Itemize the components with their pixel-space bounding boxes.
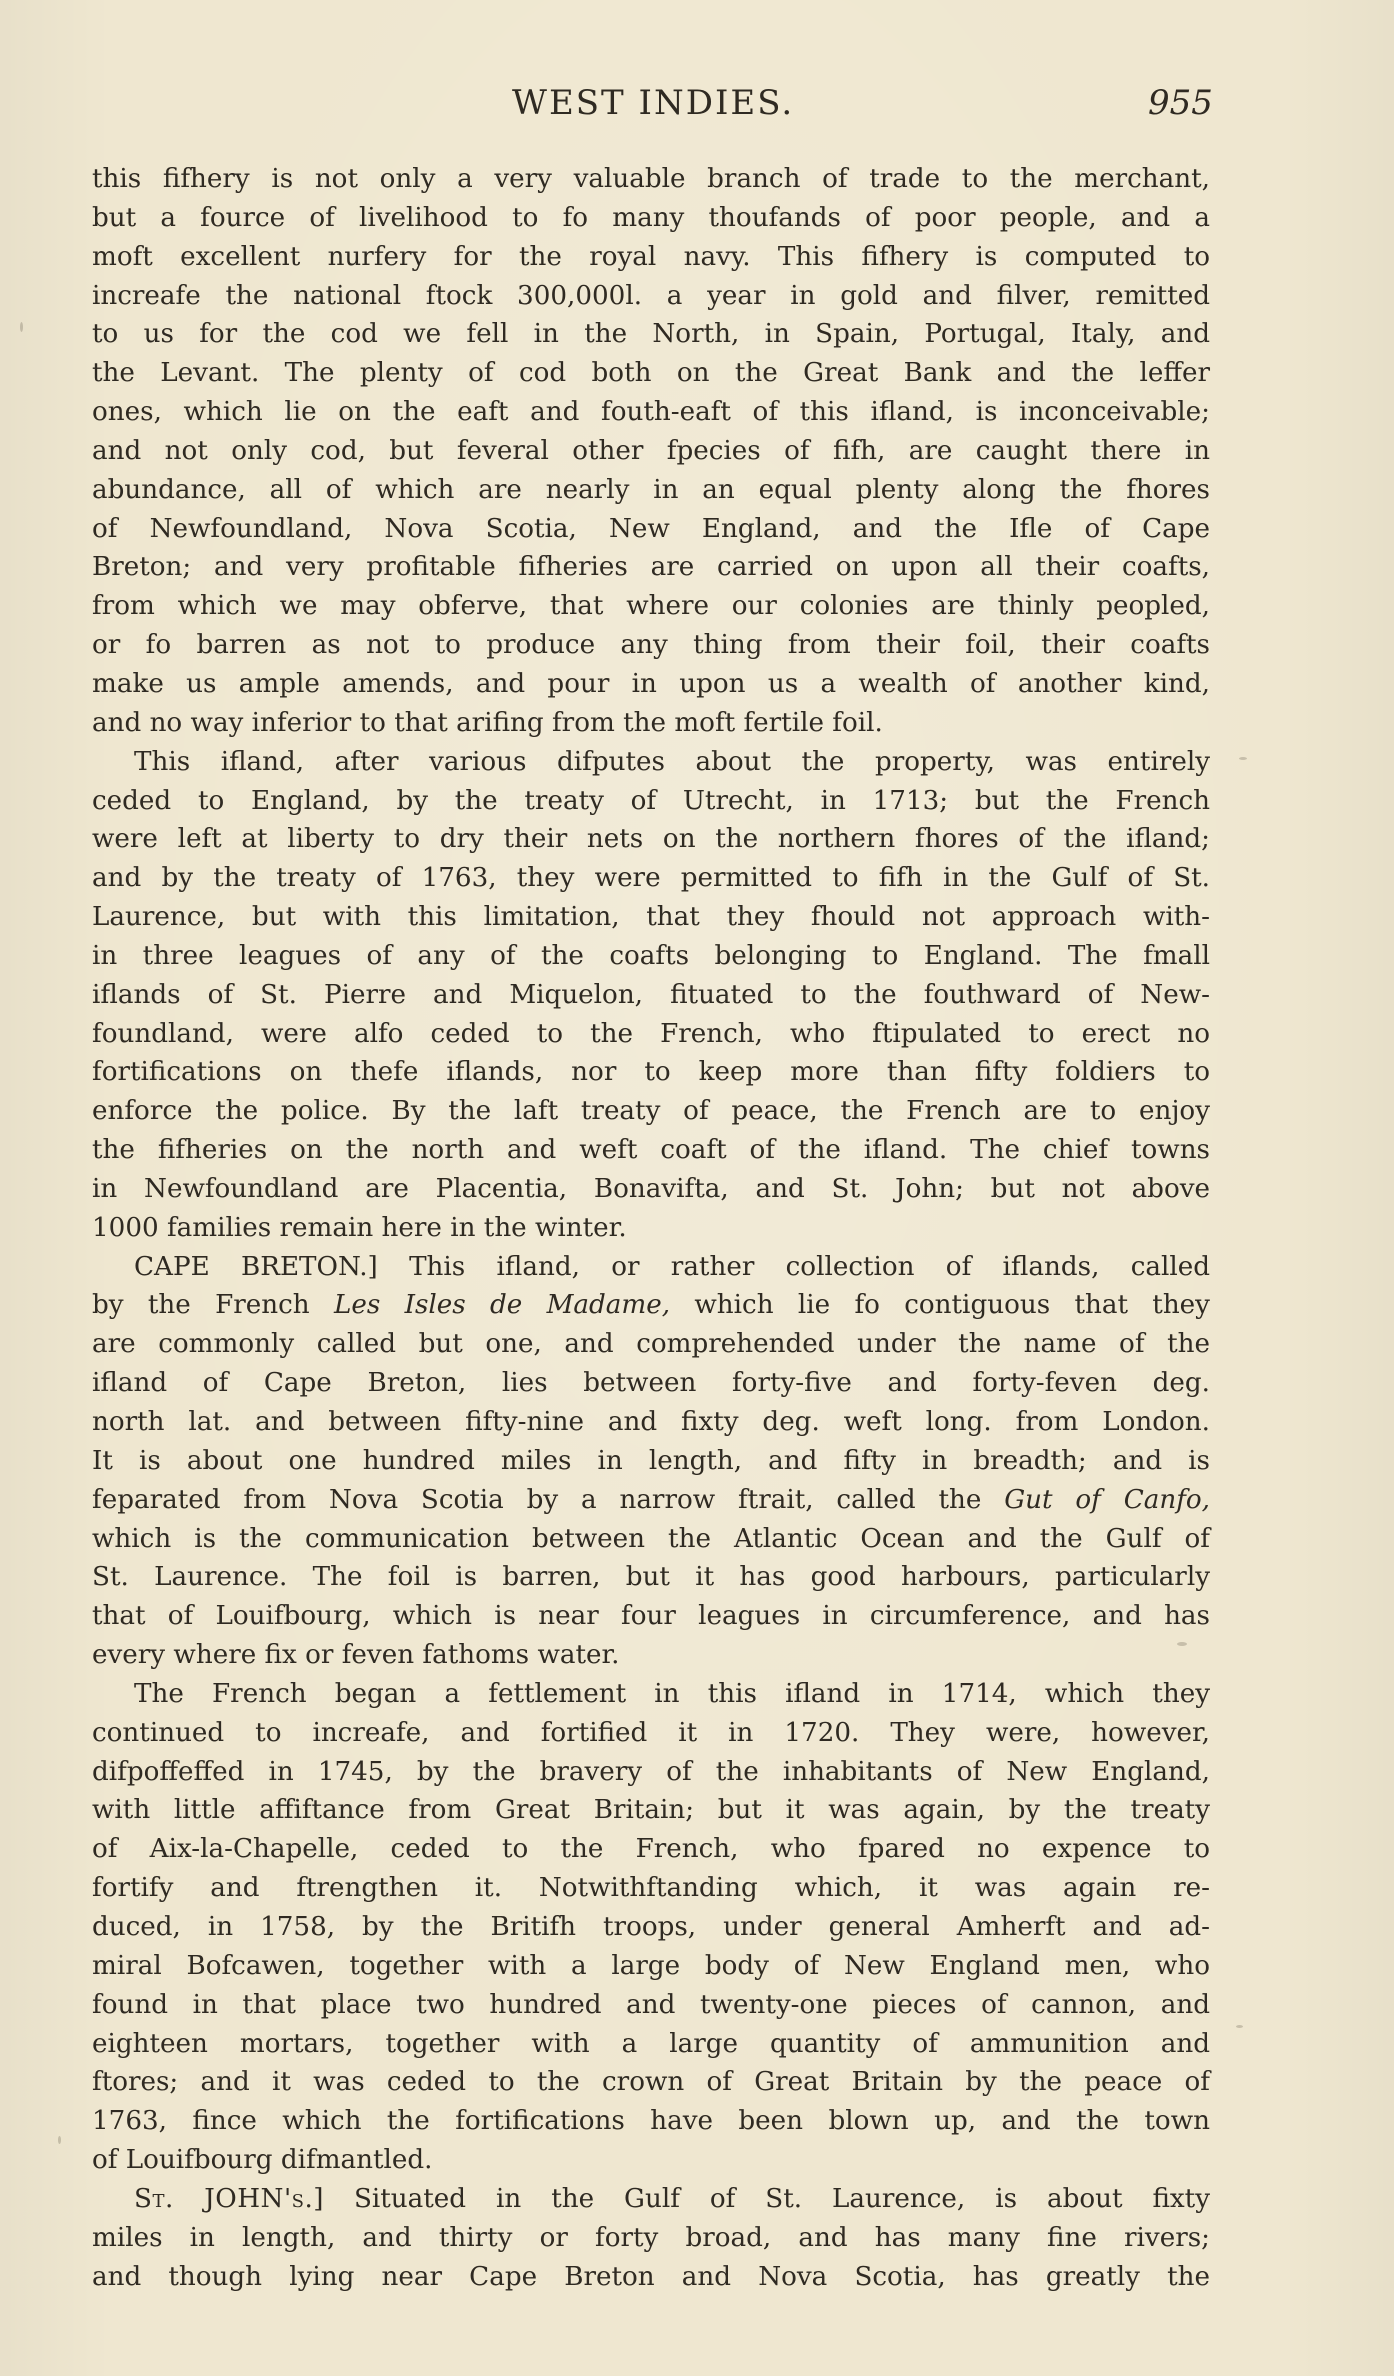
text-line: 1000 families remain here in the winter. [92,1212,627,1243]
text-line: continued to increafe, and fortified it in 1720. They were, however, [92,1717,1210,1748]
text-line: foundland, were alfo ceded to the French, who ftipulated to erect no [92,1018,1210,1049]
paper-speck [1236,2025,1243,2028]
text-line: to us for the cod we fell in the North, in Spain, Portugal, Italy, and [92,319,1210,350]
section-lead: St. JOHN's.] [134,2183,325,2214]
text-line: abundance, all of which are nearly in an equal plenty along the fhores [92,474,1210,505]
text-line: enforce the police. By the laft treaty of peace, the French are to enjoy [92,1096,1210,1127]
text-line: in Newfoundland are Placentia, Bonavifta, and St. John; but not above [92,1173,1210,1204]
paper-speck [1239,757,1247,760]
text-fragment: Situated in the Gulf of St. Laurence, is about fixty [324,2183,1210,2214]
text-line: difpoffeffed in 1745, by the bravery of the inhabitants of New England, [92,1756,1210,1787]
text-line: found in that place two hundred and twenty-one pieces of cannon, and [92,1989,1210,2020]
text-line: and no way inferior to that arifing from the moft fertile foil. [92,707,883,738]
text-line: moft excellent nurfery for the royal navy. This fifhery is computed to [92,241,1210,272]
section-lead: CAPE BRETON.] [134,1251,378,1282]
text-line: eighteen mortars, together with a large quantity of ammunition and [92,2028,1210,2059]
text-line: of Newfoundland, Nova Scotia, New England, and the Ifle of Cape [92,513,1210,544]
text-line: of Aix-la-Chapelle, ceded to the French, who fpared no expence to [92,1834,1210,1865]
text-line: of Louifbourg difmantled. [92,2145,433,2176]
text-line: are commonly called but one, and comprehended under the name of the [92,1329,1210,1360]
text-line: and not only cod, but feveral other fpecies of fifh, are caught there in [92,435,1210,466]
text-line: the Levant. The plenty of cod both on the Great Bank and the leffer [92,358,1210,389]
text-line: St. Laurence. The foil is barren, but it has good harbours, particularly [92,1562,1210,1593]
text-fragment: This ifland, or rather collection of iflands, called [377,1251,1210,1282]
text-line: this fifhery is not only a very valuable branch of trade to the merchant, [92,164,1210,194]
text-line: ones, which lie on the eaft and fouth-eaft of this ifland, is inconceivable; [92,397,1210,428]
text-fragment: which lie fo contiguous that they [670,1290,1210,1321]
text-line: fortifications on thefe iflands, nor to keep more than fifty foldiers to [92,1057,1210,1088]
text-line: The French began a fettlement in this ifland in 1714, which they [134,1678,1210,1709]
text-line: Laurence, but with this limitation, that they fhould not approach with- [92,902,1210,933]
page-number: 955 [1148,83,1213,123]
text-line [92,1286,1210,1325]
text-line: the fifheries on the north and weft coaft of the ifland. The chief towns [92,1135,1210,1166]
text-line: miral Bofcawen, together with a large body of New England men, who [92,1950,1210,1981]
text-line: that of Louifbourg, which is near four leagues in circumference, and has [92,1601,1210,1632]
text-line: from which we may obferve, that where our colonies are thinly peopled, [92,591,1210,622]
text-line: duced, in 1758, by the Britifh troops, under general Amherft and ad- [92,1911,1210,1942]
text-line: and by the treaty of 1763, they were permitted to fifh in the Gulf of St. [92,863,1210,894]
text-line: and though lying near Cape Breton and Nova Scotia, has greatly the [92,2261,1210,2292]
text-line [92,1481,1210,1520]
text-line: increafe the national ftock 300,000l. a year in gold and filver, remitted [92,280,1210,311]
text-line: every where fix or feven fathoms water. [92,1640,620,1671]
text-line: in three leagues of any of the coafts belonging to England. The fmall [92,940,1210,971]
text-line: make us ample amends, and pour in upon us a wealth of another kind, [92,668,1210,699]
text-line: ifland of Cape Breton, lies between forty-five and forty-feven deg. [92,1368,1210,1399]
text-line [92,2180,1210,2219]
text-line: This ifland, after various difputes about the property, was entirely [134,746,1210,777]
text-line: 1763, fince which the fortifications have been blown up, and the town [92,2106,1210,2137]
text-line: or fo barren as not to produce any thing from their foil, their coafts [92,630,1210,661]
paper-speck [1177,1642,1187,1646]
body-text [92,160,1210,2296]
paper-speck [20,322,23,332]
running-head: WEST INDIES. [512,83,795,123]
text-line: were left at liberty to dry their nets on the northern fhores of the ifland; [92,824,1210,855]
text-fragment: feparated from Nova Scotia by a narrow ftrait, called the [92,1484,1005,1515]
italic-phrase: Les Isles de Madame, [333,1290,671,1321]
text-line: ceded to England, by the treaty of Utrecht, in 1713; but the French [92,785,1210,816]
italic-phrase: Gut of Canfo, [1004,1484,1211,1515]
text-line: ftores; and it was ceded to the crown of Great Britain by the peace of [92,2067,1210,2098]
text-line: miles in length, and thirty or forty broad, and has many fine rivers; [92,2222,1210,2253]
text-line: with little affiftance from Great Britain; but it was again, by the treaty [92,1795,1210,1826]
text-fragment: by the French [92,1290,334,1321]
text-line: Breton; and very profitable fifheries are carried on upon all their coafts, [92,552,1210,583]
text-line: but a fource of livelihood to fo many thoufands of poor people, and a [92,202,1210,233]
text-line: iflands of St. Pierre and Miquelon, fituated to the fouthward of New- [92,979,1210,1010]
paper-speck [58,2136,61,2144]
text-line: which is the communication between the Atlantic Ocean and the Gulf of [92,1523,1210,1554]
text-line: north lat. and between fifty-nine and fixty deg. weft long. from London. [92,1407,1210,1437]
page-header [0,83,1394,140]
text-line [92,1248,1210,1287]
text-line: fortify and ftrengthen it. Notwithftanding which, it was again re- [92,1873,1210,1904]
text-line: It is about one hundred miles in length, and fifty in breadth; and is [92,1445,1210,1476]
